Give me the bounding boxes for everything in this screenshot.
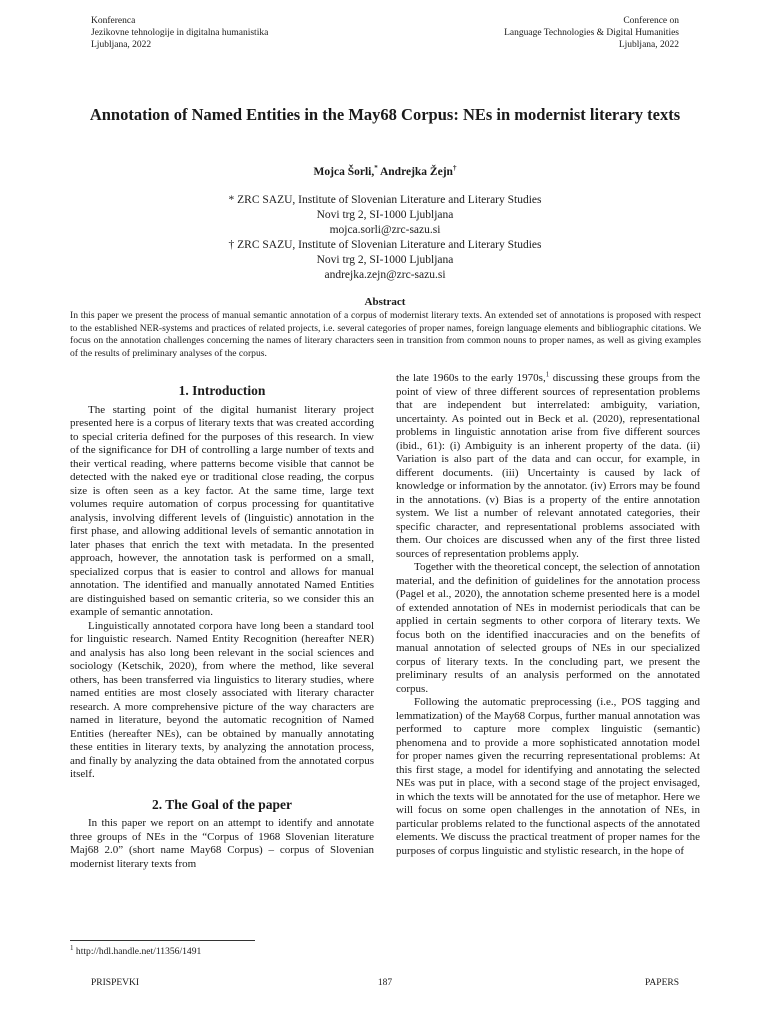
intro-paragraph-2: Linguistically annotated corpora have long been a standard tool for linguistic research. Named Entity Recognition (hereafter NER) and analysis has also long been relevant in the social sciences and sociology (Ketschik, 2020), from where the method, like several others, has been transferred via linguistics to literary studies, where named entities are most closely associated with literary character research. A more comprehensive picture of the way characters are named in literature, beyond the automatic recognition of Named Entities (hereafter NEs), can be obtained by manually annotating these entities in literary texts, by analyzing the annotation process, and finally by analyzing the data obtained from the annotated corpus itself.: [70, 619, 374, 780]
abstract-text: In this paper we present the process of manual semantic annotation of a corpus of modernist literary texts. An extended set of annotations is proposed with respect to the established NER-systems and practices of related projects, i.e. several categories of proper names, foreign language elements and bibliographic citations. We focus on the annotation challenges concerning the names of literary characters seen in transition from common nouns to proper names, as well as giving examples of the results of preliminary analyses of the corpus.: [70, 310, 701, 359]
header-left-line-3: Ljubljana, 2022: [91, 40, 152, 50]
affiliation-1-address: Novi trg 2, SI-1000 Ljubljana: [316, 209, 454, 221]
author-1: Mojca Šorli,: [313, 166, 375, 178]
paper-title: Annotation of Named Entities in the May68 Corpus: NEs in modernist literary texts: [89, 105, 681, 124]
author-2-mark: †: [452, 164, 457, 173]
header-right-line-1: Conference on: [623, 16, 679, 26]
affiliation-1: [0, 193, 770, 238]
section-goal-heading: 2. The Goal of the paper: [151, 796, 292, 812]
section-introduction-heading: 1. Introduction: [178, 383, 266, 398]
author-line: [0, 166, 770, 178]
right-paragraph-1-start: the late 1960s to the early 1970s,: [396, 372, 546, 384]
affiliation-2: [0, 238, 770, 283]
right-paragraph-1: [396, 372, 700, 561]
intro-paragraph-1: The starting point of the digital humanist literary project presented here is a corpus of literary texts that was created according to special criteria defined for the purposes of this research. In view of the significance for DH of controlling a large number of texts and their vertical reading, where patterns become visible that cannot be detected with the naked eye or traditional close reading, the corpus size is often seen as a key factor. At the same time, large text volumes require automation of corpus processing for quantitative analysis, involving different levels of (linguistic) annotation in the first phase, and allowing additional levels of semantic annotation in later phases that enrich the text with metadata. In the presented approach, however, the annotation task is performed on a small, specialized corpus that is easier to control and allows for manual annotation. The identified and manually annotated Named Entities are distinguished based on semantic criteria, so we consider this an example of semantic annotation.: [70, 403, 374, 618]
affiliation-2-institute: † ZRC SAZU, Institute of Slovenian Literature and Literary Studies: [228, 239, 542, 251]
right-paragraph-3: Following the automatic preprocessing (i.e., POS tagging and lemmatization) of the May68 Corpus, further manual annotation was performed to capture more complex linguistic (semantic) phenomena and to provide a more sophisticated annotation model for proper names given the recurring representational problems: At this first stage, a model for identifying and annotating the selected NEs was put in place, with a second stage of the project envisaged, in which the texts will be annotated for the use of metaphor. Here we will focus on some open challenges in the annotation of NEs, in particular problems related to the functional aspects of the annotated elements. We discuss the practical treatment of proper names for the purposes of corpus linguistic and stylistic research, in the hope of: [396, 696, 700, 857]
footer-right: PAPERS: [645, 978, 679, 988]
goal-paragraph-1: In this paper we report on an attempt to identify and annotate three groups of NEs in the “Corpus of 1968 Slovenian literature Maj68 2.0” (short name May68 Corpus) – corpus of Slovenian modernist literary texts from: [70, 817, 374, 870]
affiliation-2-email: andrejka.zejn@zrc-sazu.si: [324, 269, 446, 281]
header-right-line-3: Ljubljana, 2022: [618, 40, 679, 50]
affiliation-1-institute: * ZRC SAZU, Institute of Slovenian Literature and Literary Studies: [228, 194, 542, 206]
header-right: [504, 15, 679, 51]
left-column: [70, 384, 374, 871]
author-2: Andrejka Žejn: [379, 166, 453, 178]
affiliation-1-email: mojca.sorli@zrc-sazu.si: [329, 224, 441, 236]
header-left-line-1: Konferenca: [91, 16, 136, 26]
footnote-ref-1[interactable]: 1: [545, 370, 550, 379]
footnote-rule: [70, 940, 255, 941]
abstract-heading: Abstract: [364, 296, 406, 308]
footnote-link[interactable]: http://hdl.handle.net/11356/1491: [73, 946, 202, 957]
footnote: [70, 943, 202, 957]
footer-left: PRISPEVKI: [91, 978, 140, 988]
header-right-line-2: Language Technologies & Digital Humanities: [504, 28, 679, 38]
right-column: [396, 372, 700, 858]
header-left-line-2: Jezikovne tehnologije in digitalna humanistika: [91, 28, 269, 38]
header-left: [91, 15, 268, 51]
footnote-mark: 1: [70, 943, 74, 952]
affiliation-2-address: Novi trg 2, SI-1000 Ljubljana: [316, 254, 454, 266]
right-paragraph-2: Together with the theoretical concept, the selection of annotation material, and the definition of guidelines for the annotation process (Pagel et al., 2020), the annotation scheme presented here is a model of extended annotation of NEs in modernist periodicals that can be applied in certain segments to other corpora of literary texts. We focus both on the identified inaccuracies and on the benefits of manual annotation of selected groups of NEs in our specialized corpus of literary texts. In the concluding part, we present the preliminary results of an analysis performed on the annotated corpus.: [396, 561, 700, 695]
footer-page-number: 187: [377, 978, 393, 988]
right-paragraph-1-rest: discussing these groups from the point of view of three different sources of representation problems that are independent but interrelated: ambiguity, variation, uncertainty. As pointed out in Beck et al. (2020), representational problems in linguistic annotation arise from five different sources (ibid., 61): (i) Ambiguity is an inherent property of the data. (ii) Variation is also part of the data and can occur, for example, in different documents. (iii) Uncertainty is caused by lack of knowledge or information by the annotator. (iv) Errors may be found in the annotations. (v) Bias is a property of the entire annotation system. We list a number of relevant annotated categories, their specific character, and representational problems associated with them. Our choices are discussed when any of the first three listed sources of representation problems apply.: [396, 372, 701, 560]
author-1-mark: *: [374, 164, 378, 173]
